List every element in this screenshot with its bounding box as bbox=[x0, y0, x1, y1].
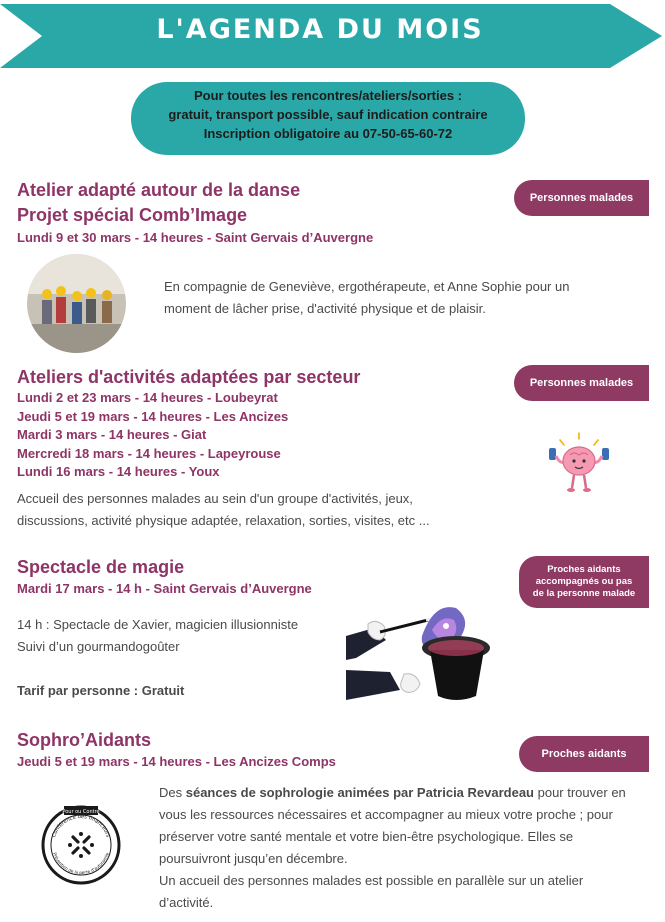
event-4-desc-line-2: vous les ressources nécessaires et accompagner au mieux votre proche ; pour bbox=[159, 807, 613, 822]
event-2-date-2: Jeudi 5 et 19 mars - 14 heures - Les Ancizes bbox=[17, 408, 289, 424]
event-3-tag-line-2: accompagnés ou pas bbox=[535, 576, 633, 587]
event-2-date-3: Mardi 3 mars - 14 heures - Giat bbox=[17, 427, 207, 442]
event-4-description bbox=[159, 782, 626, 914]
event-4-desc-line-5: Un accueil des personnes malades est possible en parallèle sur un atelier bbox=[159, 873, 584, 888]
event-2-date-4: Mercredi 18 mars - 14 heures - Lapeyrouse bbox=[17, 445, 281, 461]
logo-text-arc: Conférence des financeurs bbox=[51, 813, 111, 839]
info-line-1: Pour toutes les rencontres/ateliers/sorties : bbox=[193, 88, 463, 103]
event-2-audience-tag: Personnes malades bbox=[514, 365, 649, 401]
event-2-dates bbox=[17, 389, 288, 482]
event-3-desc-line-2: Suivi d’un gourmandogoûter bbox=[17, 639, 180, 654]
event-2-description bbox=[17, 488, 430, 532]
event-4-desc-line-4: poursuivront jusqu’en décembre. bbox=[159, 851, 348, 866]
event-3-tag-line-1: Proches aidants bbox=[547, 564, 621, 575]
event-4-desc-pre: Des bbox=[159, 785, 186, 800]
page-title: L'AGENDA DU MOIS bbox=[156, 14, 484, 45]
info-line-3: Inscription obligatoire au 07-50-65-60-72 bbox=[203, 126, 453, 141]
event-4-title: Sophro’Aidants bbox=[17, 730, 151, 750]
event-4-desc-bold: séances de sophrologie animées par Patricia Revardeau bbox=[185, 785, 534, 800]
event-4-desc-post: pour trouver en bbox=[534, 785, 626, 800]
brain-workout-illustration bbox=[546, 430, 612, 498]
event-1-date: Lundi 9 et 30 mars - 14 heures - Saint Gervais d’Auvergne bbox=[17, 230, 374, 245]
conference-financeurs-logo bbox=[40, 804, 122, 886]
event-1-title-line-2: Projet spécial Comb’Image bbox=[17, 205, 248, 225]
event-2-date-1: Lundi 2 et 23 mars - 14 heures - Loubeyrat bbox=[17, 390, 278, 405]
event-2-desc-line-2: discussions, activité physique adaptée, relaxation, sorties, visites, etc ... bbox=[17, 513, 430, 528]
info-box bbox=[131, 82, 525, 155]
logo-text-bottom: Prévention de la perte d'autonomie bbox=[52, 851, 110, 876]
event-3-audience-tag bbox=[519, 556, 649, 608]
event-3-title: Spectacle de magie bbox=[17, 557, 185, 577]
dance-photo bbox=[27, 254, 126, 353]
event-4-date: Jeudi 5 et 19 mars - 14 heures - Les Ancizes Comps bbox=[17, 754, 336, 769]
event-3-desc-line-1: 14 h : Spectacle de Xavier, magicien illusionniste bbox=[17, 617, 299, 632]
info-line-2: gratuit, transport possible, sauf indication contraire bbox=[168, 107, 488, 122]
event-3-description bbox=[17, 614, 298, 658]
event-4-audience-tag: Proches aidants bbox=[519, 736, 649, 772]
event-2-date-5: Lundi 16 mars - 14 heures - Youx bbox=[17, 464, 220, 479]
event-2-title: Ateliers d'activités adaptées par secteur bbox=[17, 367, 361, 387]
event-1-title-line-1: Atelier adapté autour de la danse bbox=[17, 180, 301, 200]
event-2-desc-line-1: Accueil des personnes malades au sein d'un groupe d'activités, jeux, bbox=[17, 491, 413, 506]
event-4-desc-line-1 bbox=[159, 782, 626, 804]
event-1-desc-line-1: En compagnie de Geneviève, ergothérapeute, et Anne Sophie pour un bbox=[164, 279, 570, 294]
event-4-desc-line-6: d’activité. bbox=[159, 895, 214, 910]
event-4-desc-line-3: préserver votre santé mentale et votre bien-être psychologique. Elles se bbox=[159, 829, 574, 844]
event-1-audience-tag: Personnes malades bbox=[514, 180, 649, 216]
event-3-tag-line-3: de la personne malade bbox=[532, 588, 636, 599]
event-1-description bbox=[164, 276, 569, 320]
event-3-date: Mardi 17 mars - 14 h - Saint Gervais d’Auvergne bbox=[17, 581, 312, 596]
event-3-price: Tarif par personne : Gratuit bbox=[17, 683, 185, 698]
logo-text-top: Pour ou Contre bbox=[62, 809, 100, 815]
event-1-desc-line-2: moment de lâcher prise, d'activité physique et de plaisir. bbox=[164, 301, 486, 316]
magic-hat-illustration bbox=[346, 600, 492, 704]
